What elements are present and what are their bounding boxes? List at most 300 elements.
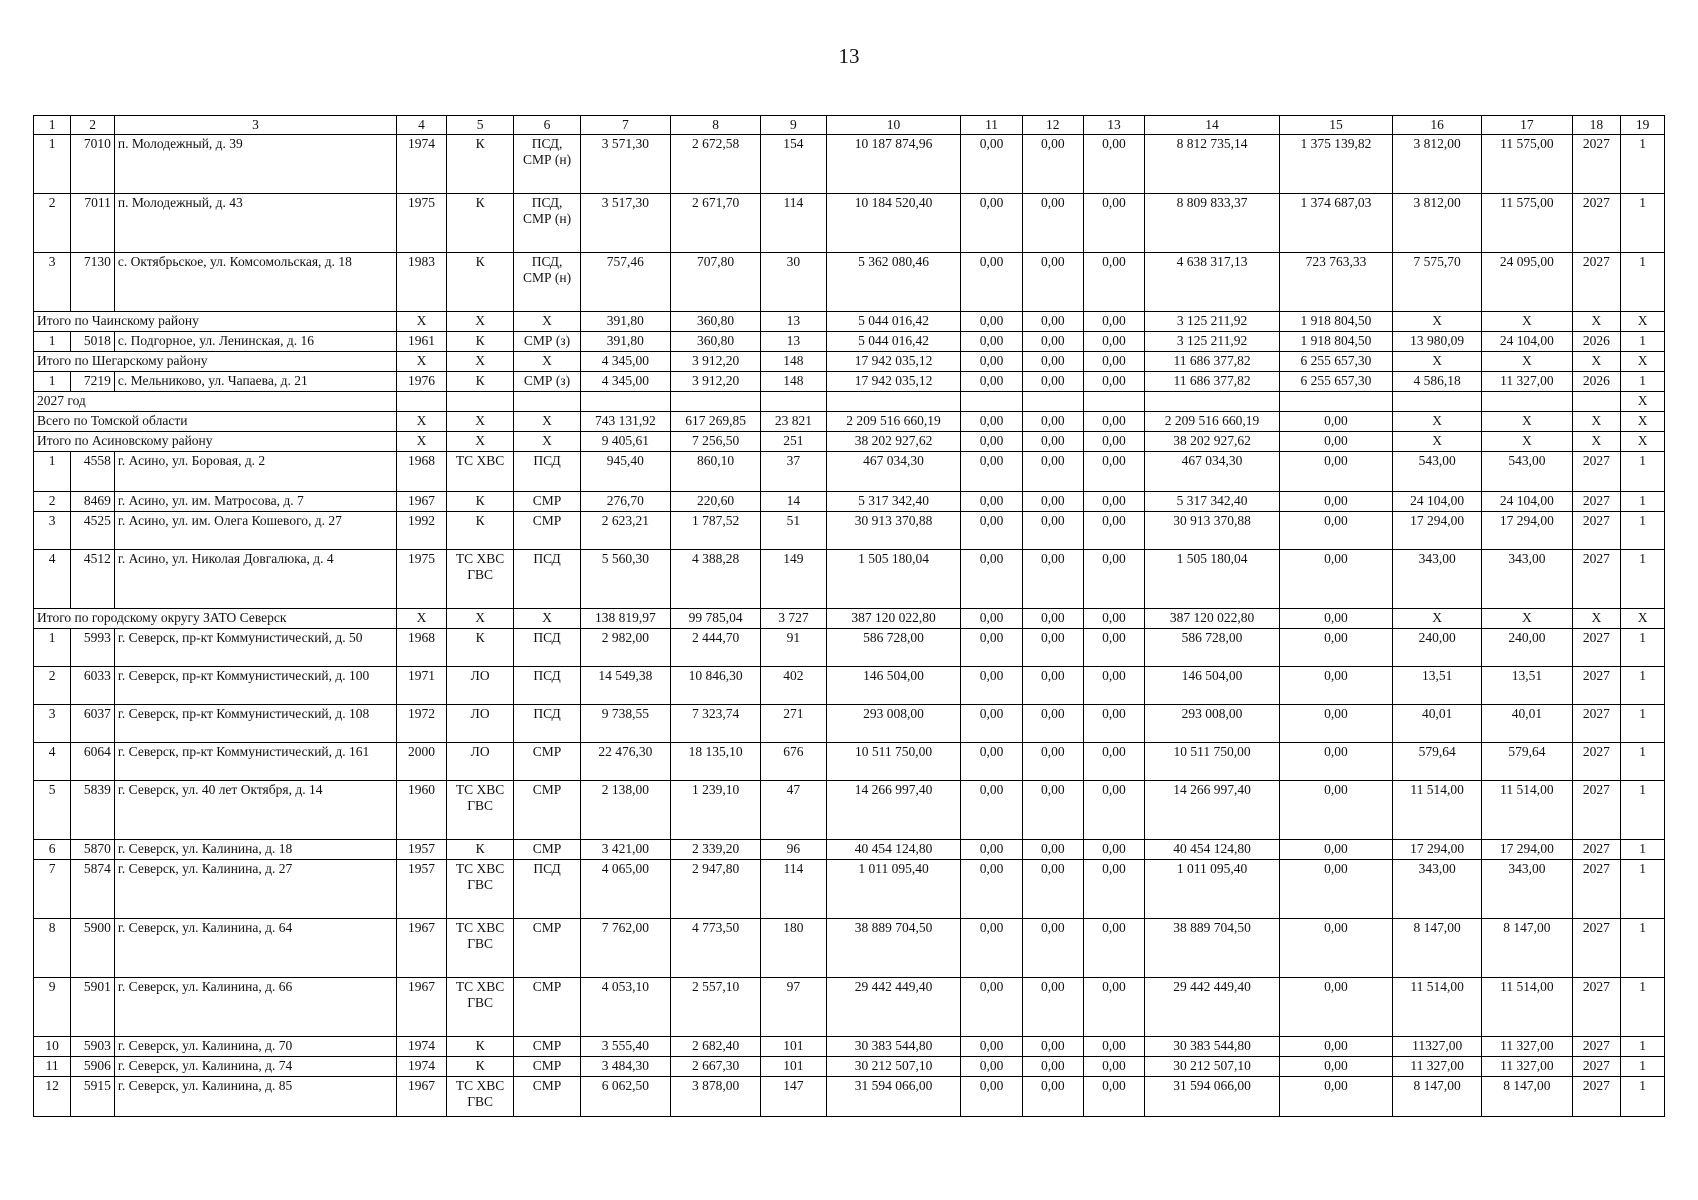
table-cell: 1983	[397, 253, 447, 312]
table-cell: 1	[1621, 1077, 1665, 1117]
table-cell: г. Асино, ул. им. Матросова, д. 7	[114, 492, 396, 512]
table-cell: 17 294,00	[1482, 840, 1572, 860]
table-cell: 12	[34, 1077, 71, 1117]
table-cell: 2027	[1572, 253, 1621, 312]
table-cell: 1974	[397, 1057, 447, 1077]
table-cell: 38 889 704,50	[1145, 919, 1280, 978]
table-cell: 1967	[397, 919, 447, 978]
table-cell: X	[1621, 609, 1665, 629]
table-row	[34, 1057, 1665, 1077]
table-cell: 5906	[71, 1057, 115, 1077]
table-cell: X	[446, 312, 513, 332]
table-cell: X	[1621, 432, 1665, 452]
table-cell: 1	[1621, 840, 1665, 860]
table-cell: 3 484,30	[580, 1057, 670, 1077]
table-cell: 2000	[397, 743, 447, 781]
table-cell: 0,00	[961, 860, 1022, 919]
table-cell: 1	[34, 629, 71, 667]
column-header: 13	[1083, 116, 1144, 135]
table-cell	[397, 392, 447, 412]
table-cell: 1 011 095,40	[1145, 860, 1280, 919]
table-cell: 2027	[1572, 1037, 1621, 1057]
table-cell: г. Северск, пр-кт Коммунистический, д. 108	[114, 705, 396, 743]
table-cell	[1393, 392, 1482, 412]
table-cell: 8	[34, 919, 71, 978]
table-cell: 0,00	[961, 452, 1022, 492]
table-cell: 0,00	[1022, 609, 1083, 629]
table-cell: 391,80	[580, 332, 670, 352]
table-cell: 0,00	[1022, 135, 1083, 194]
table-row	[34, 492, 1665, 512]
table-cell: 1960	[397, 781, 447, 840]
table-cell: 1 239,10	[670, 781, 760, 840]
table-cell: 3	[34, 253, 71, 312]
table-cell: 0,00	[1279, 1057, 1392, 1077]
table-cell: СМР (з)	[514, 332, 580, 352]
table-cell: 0,00	[961, 743, 1022, 781]
table-cell: 4 638 317,13	[1145, 253, 1280, 312]
table-cell: 579,64	[1393, 743, 1482, 781]
table-cell: 114	[761, 860, 826, 919]
table-cell: ТС ХВС ГВС	[446, 919, 513, 978]
table-cell: 5874	[71, 860, 115, 919]
table-cell: 391,80	[580, 312, 670, 332]
table-cell: 9 738,55	[580, 705, 670, 743]
table-cell: 101	[761, 1037, 826, 1057]
table-cell: 1	[1621, 667, 1665, 705]
table-cell: 149	[761, 550, 826, 609]
table-cell: 7219	[71, 372, 115, 392]
table-cell: 11 686 377,82	[1145, 372, 1280, 392]
table-cell: 1968	[397, 452, 447, 492]
table-cell: 5 317 342,40	[1145, 492, 1280, 512]
table-cell: 38 202 927,62	[826, 432, 961, 452]
table-cell: 0,00	[1022, 1057, 1083, 1077]
table-cell: 1	[1621, 919, 1665, 978]
table-cell: 13,51	[1482, 667, 1572, 705]
table-cell: X	[1572, 609, 1621, 629]
table-cell: СМР	[514, 743, 580, 781]
table-cell: с. Подгорное, ул. Ленинская, д. 16	[114, 332, 396, 352]
table-row	[34, 667, 1665, 705]
table-cell: 2027	[1572, 860, 1621, 919]
total-label: Всего по Томской области	[34, 412, 397, 432]
table-cell: 8 147,00	[1393, 1077, 1482, 1117]
table-cell: 10 184 520,40	[826, 194, 961, 253]
table-cell: X	[1572, 432, 1621, 452]
table-cell: 2026	[1572, 332, 1621, 352]
table-cell: 0,00	[961, 705, 1022, 743]
table-cell: ПСД	[514, 550, 580, 609]
table-cell: 3 912,20	[670, 372, 760, 392]
table-cell: 5901	[71, 978, 115, 1037]
table-row	[34, 705, 1665, 743]
table-body	[34, 116, 1665, 1117]
table-cell: 0,00	[961, 1057, 1022, 1077]
table-cell: X	[1393, 432, 1482, 452]
table-cell: 0,00	[1022, 253, 1083, 312]
table-cell: ЛО	[446, 667, 513, 705]
table-row	[34, 452, 1665, 492]
table-cell: ТС ХВС	[446, 452, 513, 492]
table-cell: 1	[1621, 978, 1665, 1037]
column-header: 15	[1279, 116, 1392, 135]
table-cell: 0,00	[961, 332, 1022, 352]
table-cell: 10 511 750,00	[826, 743, 961, 781]
table-cell: 0,00	[961, 253, 1022, 312]
total-label: Итого по городскому округу ЗАТО Северск	[34, 609, 397, 629]
table-cell: 0,00	[1279, 919, 1392, 978]
column-header: 14	[1145, 116, 1280, 135]
table-cell: 0,00	[1279, 1077, 1392, 1117]
table-cell: X	[514, 432, 580, 452]
table-cell: 1976	[397, 372, 447, 392]
table-cell: 4512	[71, 550, 115, 609]
table-cell: 148	[761, 352, 826, 372]
table-cell: 2027	[1572, 550, 1621, 609]
table-cell: 0,00	[1279, 452, 1392, 492]
table-cell: 5903	[71, 1037, 115, 1057]
table-cell: 1 375 139,82	[1279, 135, 1392, 194]
total-label: Итого по Чаинскому району	[34, 312, 397, 332]
table-cell: 8 147,00	[1482, 919, 1572, 978]
table-cell: 14 266 997,40	[826, 781, 961, 840]
table-cell: X	[514, 352, 580, 372]
table-cell: 0,00	[1022, 452, 1083, 492]
table-cell: 4 773,50	[670, 919, 760, 978]
table-cell: 0,00	[961, 919, 1022, 978]
table-cell: 220,60	[670, 492, 760, 512]
table-cell: 1	[1621, 705, 1665, 743]
table-cell: 0,00	[1279, 412, 1392, 432]
table-cell: К	[446, 629, 513, 667]
table-cell: 0,00	[1022, 705, 1083, 743]
table-cell: 1	[1621, 1057, 1665, 1077]
table-cell: 1 374 687,03	[1279, 194, 1392, 253]
table-cell: 7 256,50	[670, 432, 760, 452]
table-cell: 0,00	[1279, 705, 1392, 743]
table-row	[34, 978, 1665, 1037]
table-cell	[961, 392, 1022, 412]
table-cell: X	[446, 412, 513, 432]
table-cell: 276,70	[580, 492, 670, 512]
table-cell: 24 104,00	[1482, 492, 1572, 512]
table-cell: 7010	[71, 135, 115, 194]
table-cell: 30 913 370,88	[826, 512, 961, 550]
table-cell: 0,00	[961, 781, 1022, 840]
table-cell: 13	[761, 332, 826, 352]
table-cell: 707,80	[670, 253, 760, 312]
table-cell: К	[446, 512, 513, 550]
table-cell: 30 212 507,10	[826, 1057, 961, 1077]
table-cell: 1	[34, 372, 71, 392]
table-cell: 138 819,97	[580, 609, 670, 629]
table-cell: 0,00	[1083, 781, 1144, 840]
table-cell: 31 594 066,00	[826, 1077, 961, 1117]
table-cell: ПСД	[514, 705, 580, 743]
table-cell: 5870	[71, 840, 115, 860]
table-row	[34, 1077, 1665, 1117]
table-cell: 6033	[71, 667, 115, 705]
table-cell: 343,00	[1482, 860, 1572, 919]
table-cell: X	[1393, 352, 1482, 372]
table-cell: 14	[761, 492, 826, 512]
table-cell: 5 044 016,42	[826, 312, 961, 332]
table-cell: 3 812,00	[1393, 194, 1482, 253]
table-cell: 579,64	[1482, 743, 1572, 781]
table-cell: 0,00	[1022, 194, 1083, 253]
column-header: 1	[34, 116, 71, 135]
table-cell: ЛО	[446, 743, 513, 781]
table-cell: 4558	[71, 452, 115, 492]
table-cell: 0,00	[1022, 512, 1083, 550]
table-cell: 4 065,00	[580, 860, 670, 919]
table-cell: 11 327,00	[1393, 1057, 1482, 1077]
table-cell: 148	[761, 372, 826, 392]
table-cell: 0,00	[1083, 978, 1144, 1037]
table-cell: СМР (з)	[514, 372, 580, 392]
table-cell: 8 147,00	[1482, 1077, 1572, 1117]
table-cell	[1572, 392, 1621, 412]
table-cell: 11	[34, 1057, 71, 1077]
table-cell: X	[1572, 312, 1621, 332]
table-cell: 3 912,20	[670, 352, 760, 372]
table-cell: 0,00	[1279, 667, 1392, 705]
table-cell: 1975	[397, 550, 447, 609]
table-cell: 1971	[397, 667, 447, 705]
table-cell: 0,00	[1279, 550, 1392, 609]
table-cell: 0,00	[1083, 492, 1144, 512]
table-cell: г. Северск, ул. Калинина, д. 27	[114, 860, 396, 919]
table-cell: X	[397, 412, 447, 432]
table-row	[34, 253, 1665, 312]
table-cell: 3 517,30	[580, 194, 670, 253]
table-cell: 2	[34, 492, 71, 512]
table-cell: 0,00	[1083, 194, 1144, 253]
table-cell: 343,00	[1393, 550, 1482, 609]
table-cell: 2027	[1572, 629, 1621, 667]
table-cell: X	[514, 609, 580, 629]
table-cell: 743 131,92	[580, 412, 670, 432]
table-cell: 1974	[397, 135, 447, 194]
table-cell: 0,00	[1083, 667, 1144, 705]
table-cell: 1	[1621, 452, 1665, 492]
table-cell: 11 327,00	[1482, 372, 1572, 392]
table-cell: 6 255 657,30	[1279, 372, 1392, 392]
table-cell: 3 555,40	[580, 1037, 670, 1057]
table-cell: 5	[34, 781, 71, 840]
table-cell: 11 327,00	[1482, 1037, 1572, 1057]
table-cell: 38 202 927,62	[1145, 432, 1280, 452]
table-cell: 2	[34, 194, 71, 253]
table-cell: г. Северск, пр-кт Коммунистический, д. 50	[114, 629, 396, 667]
table-cell: 11 686 377,82	[1145, 352, 1280, 372]
column-header: 4	[397, 116, 447, 135]
table-cell: 586 728,00	[826, 629, 961, 667]
table-cell: 91	[761, 629, 826, 667]
table-cell: с. Октябрьское, ул. Комсомольская, д. 18	[114, 253, 396, 312]
table-cell: 2027	[1572, 1077, 1621, 1117]
table-cell: 0,00	[961, 1037, 1022, 1057]
table-cell: 4 388,28	[670, 550, 760, 609]
table-cell: 1974	[397, 1037, 447, 1057]
table-cell: 40 454 124,80	[826, 840, 961, 860]
table-cell: 1	[1621, 194, 1665, 253]
table-cell: 0,00	[961, 194, 1022, 253]
table-cell: 1	[1621, 550, 1665, 609]
table-cell: 8 812 735,14	[1145, 135, 1280, 194]
table-cell: К	[446, 135, 513, 194]
table-cell: ПСД, СМР (н)	[514, 253, 580, 312]
table-cell: X	[397, 432, 447, 452]
table-cell: 0,00	[1022, 919, 1083, 978]
table-cell: 0,00	[1083, 412, 1144, 432]
table-cell: 2027	[1572, 919, 1621, 978]
total-row	[34, 609, 1665, 629]
table-cell: 1 918 804,50	[1279, 332, 1392, 352]
table-cell: 0,00	[1083, 512, 1144, 550]
table-cell: 10	[34, 1037, 71, 1057]
table-cell: X	[1482, 312, 1572, 332]
table-cell: 0,00	[1083, 840, 1144, 860]
table-cell: 2 682,40	[670, 1037, 760, 1057]
table-cell: 17 294,00	[1393, 840, 1482, 860]
table-cell: 11 575,00	[1482, 135, 1572, 194]
table-cell: 2027	[1572, 512, 1621, 550]
table-cell: 0,00	[961, 135, 1022, 194]
table-cell: 0,00	[961, 978, 1022, 1037]
table-cell: 0,00	[1022, 1077, 1083, 1117]
table-cell: X	[1482, 412, 1572, 432]
table-cell: 30 383 544,80	[826, 1037, 961, 1057]
table-cell: 0,00	[1022, 860, 1083, 919]
table-cell: 0,00	[961, 512, 1022, 550]
column-header: 3	[114, 116, 396, 135]
table-cell	[1022, 392, 1083, 412]
table-row	[34, 781, 1665, 840]
table-cell: 23 821	[761, 412, 826, 432]
table-cell: г. Асино, ул. Боровая, д. 2	[114, 452, 396, 492]
table-cell: ТС ХВС ГВС	[446, 550, 513, 609]
column-header: 5	[446, 116, 513, 135]
table-cell: 13 980,09	[1393, 332, 1482, 352]
table-cell: 0,00	[1279, 978, 1392, 1037]
table-cell: 8469	[71, 492, 115, 512]
table-cell: 387 120 022,80	[1145, 609, 1280, 629]
table-cell: 5 317 342,40	[826, 492, 961, 512]
table-cell: 2027	[1572, 135, 1621, 194]
table-cell: 0,00	[1083, 135, 1144, 194]
table-cell: ПСД	[514, 667, 580, 705]
table-cell: 0,00	[1022, 372, 1083, 392]
table-cell: СМР	[514, 919, 580, 978]
table-cell: 11 514,00	[1482, 978, 1572, 1037]
table-cell: 2027	[1572, 840, 1621, 860]
table-cell	[446, 392, 513, 412]
table-cell: 2 209 516 660,19	[826, 412, 961, 432]
table-cell: 3 571,30	[580, 135, 670, 194]
column-header: 8	[670, 116, 760, 135]
table-cell: 2027	[1572, 492, 1621, 512]
table-cell: 7011	[71, 194, 115, 253]
table-cell: СМР	[514, 781, 580, 840]
table-cell: 1	[1621, 332, 1665, 352]
table-cell: 51	[761, 512, 826, 550]
table-cell: 0,00	[1083, 312, 1144, 332]
table-cell: 8 809 833,37	[1145, 194, 1280, 253]
table-cell: 2027	[1572, 194, 1621, 253]
table-cell: 0,00	[961, 352, 1022, 372]
table-cell: X	[1393, 312, 1482, 332]
table-cell	[1145, 392, 1280, 412]
table-cell: 0,00	[961, 629, 1022, 667]
table-cell: 9	[34, 978, 71, 1037]
table-cell: 0,00	[1083, 452, 1144, 492]
table-cell: X	[1621, 392, 1665, 412]
table-cell: 1967	[397, 492, 447, 512]
table-cell: ПСД, СМР (н)	[514, 135, 580, 194]
table-cell: п. Молодежный, д. 43	[114, 194, 396, 253]
table-cell: 24 104,00	[1393, 492, 1482, 512]
table-cell: 0,00	[1022, 412, 1083, 432]
column-header: 12	[1022, 116, 1083, 135]
table-cell: 293 008,00	[826, 705, 961, 743]
table-cell: К	[446, 492, 513, 512]
column-header: 16	[1393, 116, 1482, 135]
table-cell: 240,00	[1482, 629, 1572, 667]
table-cell: СМР	[514, 978, 580, 1037]
table-cell: 0,00	[1022, 312, 1083, 332]
table-cell: 9 405,61	[580, 432, 670, 452]
table-cell: 6	[34, 840, 71, 860]
table-cell: 4 345,00	[580, 352, 670, 372]
table-cell: 13,51	[1393, 667, 1482, 705]
table-row	[34, 629, 1665, 667]
table-cell: 2 138,00	[580, 781, 670, 840]
table-cell: 3 125 211,92	[1145, 312, 1280, 332]
table-cell: 0,00	[961, 1077, 1022, 1117]
table-cell: г. Северск, ул. Калинина, д. 64	[114, 919, 396, 978]
table-cell: X	[514, 312, 580, 332]
column-header: 11	[961, 116, 1022, 135]
table-cell: 0,00	[1022, 781, 1083, 840]
table-cell: 723 763,33	[1279, 253, 1392, 312]
table-cell: X	[1621, 312, 1665, 332]
table-cell: 0,00	[1083, 352, 1144, 372]
table-cell: 2 339,20	[670, 840, 760, 860]
table-cell: 1	[1621, 781, 1665, 840]
table-cell: 11 514,00	[1393, 781, 1482, 840]
table-cell: 7 323,74	[670, 705, 760, 743]
table-row	[34, 743, 1665, 781]
table-cell: 387 120 022,80	[826, 609, 961, 629]
capital-repair-table	[33, 115, 1665, 1117]
table-cell: 146 504,00	[1145, 667, 1280, 705]
table-cell: ПСД	[514, 629, 580, 667]
table-cell: 14 549,38	[580, 667, 670, 705]
table-cell: X	[446, 432, 513, 452]
table-cell: 0,00	[961, 609, 1022, 629]
table-cell: СМР	[514, 492, 580, 512]
table-row	[34, 372, 1665, 392]
table-cell: 0,00	[1022, 1037, 1083, 1057]
table-cell: 2 209 516 660,19	[1145, 412, 1280, 432]
table-cell: X	[1621, 352, 1665, 372]
table-cell: 360,80	[670, 332, 760, 352]
table-cell: X	[446, 609, 513, 629]
column-header: 9	[761, 116, 826, 135]
table-cell: 40,01	[1482, 705, 1572, 743]
